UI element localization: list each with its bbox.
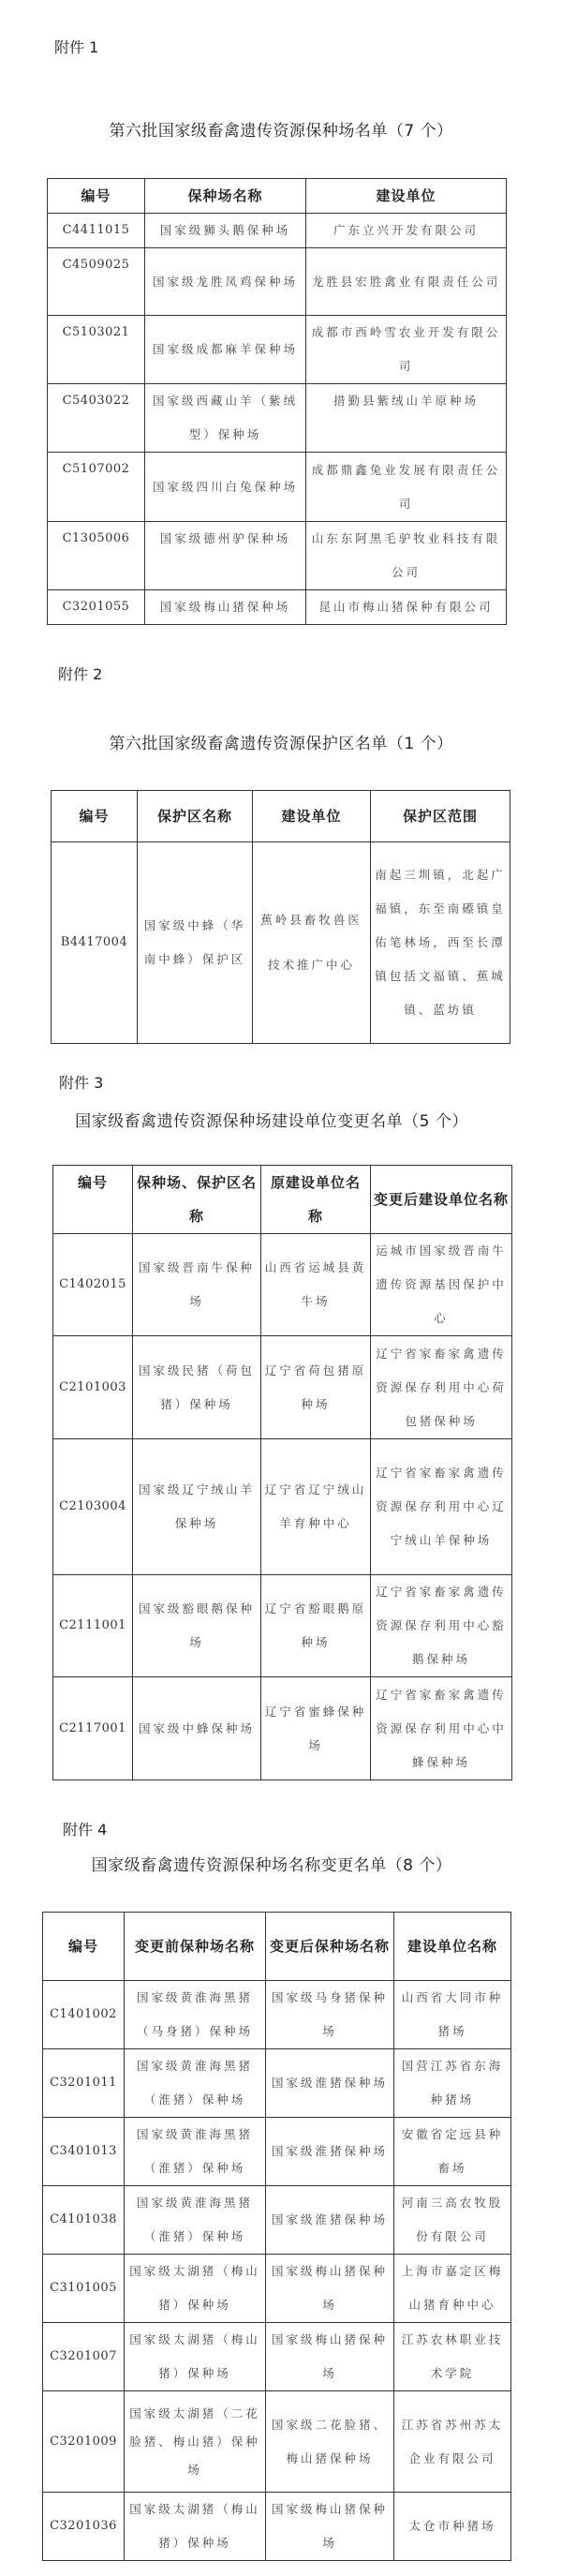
cell-code: C3201009: [43, 2391, 125, 2493]
cell-farm-name: 国家级狮头鹅保种场: [145, 214, 306, 248]
cell-farm-name: 国家级豁眼鹅保种场: [133, 1575, 261, 1677]
attachment-1-title: 第六批国家级畜禽遗传资源保种场名单（7 个）: [109, 122, 453, 141]
cell-code: C3201007: [43, 2323, 125, 2391]
cell-builder: 措勤县紫绒山羊原种场: [306, 384, 507, 453]
table-row: [53, 1575, 512, 1677]
attachment-4-label: 附件 4: [63, 1821, 108, 1839]
table-row: [48, 590, 507, 625]
cell-farm-name: 国家级四川白兔保种场: [145, 453, 306, 522]
cell-old-name: 国家级太湖猪（梅山猪）保种场: [125, 2493, 266, 2561]
table-row: [53, 1677, 512, 1780]
cell-new-name: 国家级梅山猪保种场: [266, 2255, 394, 2323]
cell-code: C1401002: [43, 1981, 125, 2049]
cell-new-name: 国家级马身猪保种场: [266, 1981, 394, 2049]
cell-farm-name: 国家级中蜂保种场: [133, 1677, 261, 1780]
header-farm-zone-name: 保种场、保护区名称: [133, 1166, 261, 1234]
table-row: [48, 384, 507, 453]
cell-builder: 上海市嘉定区梅山猪育种中心: [394, 2255, 511, 2323]
cell-builder: 昆山市梅山猪保种有限公司: [306, 590, 507, 625]
breeding-farm-table: [47, 178, 507, 625]
cell-builder: 安徽省定远县种畜场: [394, 2118, 511, 2186]
cell-new-name: 国家级梅山猪保种场: [266, 2323, 394, 2391]
cell-farm-name: 国家级龙胜凤鸡保种场: [145, 248, 306, 316]
cell-new-name: 国家级淮猪保种场: [266, 2186, 394, 2255]
cell-farm-name: 国家级成都麻羊保种场: [145, 316, 306, 384]
cell-code: C5403022: [48, 384, 145, 453]
cell-new-builder: 辽宁省家畜家禽遗传资源保存利用中心中蜂保种场: [371, 1677, 512, 1780]
cell-farm-name: 国家级西藏山羊（紫绒型）保种场: [145, 384, 306, 453]
cell-new-builder: 辽宁省家畜家禽遗传资源保存利用中心荷包猪保种场: [371, 1336, 512, 1439]
table-row: [48, 248, 507, 316]
header-old-name: 变更前保种场名称: [125, 1913, 266, 1981]
header-builder: 建设单位: [253, 791, 371, 842]
header-zone-range: 保护区范围: [371, 791, 510, 842]
table-row: [43, 2049, 511, 2118]
cell-code: C1402015: [53, 1234, 133, 1336]
header-code: 编号: [43, 1913, 125, 1981]
cell-code: C3201036: [43, 2493, 125, 2561]
cell-new-builder: 辽宁省家畜家禽遗传资源保存利用中心豁鹅保种场: [371, 1575, 512, 1677]
cell-builder: 江苏农林职业技术学院: [394, 2323, 511, 2391]
header-new-name: 变更后保种场名称: [266, 1913, 394, 1981]
table-row: [48, 522, 507, 590]
cell-builder: 龙胜县宏胜禽业有限责任公司: [306, 248, 507, 316]
table-header-row: [52, 791, 510, 842]
table-row: [43, 2493, 511, 2561]
cell-code: C3201055: [48, 590, 145, 625]
cell-old-name: 国家级黄淮海黑猪（淮猪）保种场: [125, 2118, 266, 2186]
header-farm-name: 保种场名称: [145, 179, 306, 214]
cell-original-builder: 辽宁省辽宁绒山羊育种中心: [261, 1439, 371, 1575]
table-row: [43, 2255, 511, 2323]
table-row: [53, 1439, 512, 1575]
cell-old-name: 国家级黄淮海黑猪（马身猪）保种场: [125, 1981, 266, 2049]
cell-original-builder: 辽宁省荷包猪原种场: [261, 1336, 371, 1439]
cell-builder: 蕉岭县畜牧兽医技术推广中心: [253, 842, 371, 1044]
cell-old-name: 国家级太湖猪（梅山猪）保种场: [125, 2255, 266, 2323]
cell-farm-name: 国家级民猪（荷包猪）保种场: [133, 1336, 261, 1439]
cell-code: C5103021: [48, 316, 145, 384]
cell-builder: 国营江苏省东海种猪场: [394, 2049, 511, 2118]
cell-code: C2111001: [53, 1575, 133, 1677]
cell-builder: 山西省大同市种猪场: [394, 1981, 511, 2049]
cell-code: B4417004: [52, 842, 138, 1044]
cell-builder: 成都鼎鑫兔业发展有限责任公司: [306, 453, 507, 522]
header-original-builder: 原建设单位名称: [261, 1166, 371, 1234]
table-row: [53, 1336, 512, 1439]
table-header-row: [43, 1913, 511, 1981]
header-code: 编号: [52, 791, 138, 842]
cell-code: C2101003: [53, 1336, 133, 1439]
cell-builder: 山东东阿黑毛驴牧业科技有限公司: [306, 522, 507, 590]
cell-code: C4411015: [48, 214, 145, 248]
cell-zone-name: 国家级中蜂（华南中蜂）保护区: [138, 842, 253, 1044]
table-row: [52, 842, 510, 1044]
cell-original-builder: 辽宁省豁眼鹅原种场: [261, 1575, 371, 1677]
cell-builder: 广东立兴开发有限公司: [306, 214, 507, 248]
cell-zone-range: 南起三圳镇，北起广福镇，东至南礤镇皇佑笔林场，西至长潭镇包括文福镇、蕉城镇、蓝坊镇: [371, 842, 510, 1044]
attachment-2-title: 第六批国家级畜禽遗传资源保护区名单（1 个）: [109, 735, 453, 753]
table-row: [48, 214, 507, 248]
cell-original-builder: 辽宁省蜜蜂保种场: [261, 1677, 371, 1780]
cell-builder: 江苏省苏州苏太企业有限公司: [394, 2391, 511, 2493]
table-row: [48, 316, 507, 384]
table-row: [43, 2118, 511, 2186]
header-new-builder: 变更后建设单位名称: [371, 1166, 512, 1234]
cell-new-builder: 辽宁省家畜家禽遗传资源保存利用中心辽宁绒山羊保种场: [371, 1439, 512, 1575]
cell-code: C3201011: [43, 2049, 125, 2118]
cell-code: C3101005: [43, 2255, 125, 2323]
cell-new-builder: 运城市国家级晋南牛遗传资源基因保护中心: [371, 1234, 512, 1336]
cell-farm-name: 国家级辽宁绒山羊保种场: [133, 1439, 261, 1575]
cell-code: C4509025: [48, 248, 145, 316]
cell-code: C3401013: [43, 2118, 125, 2186]
cell-code: C1305006: [48, 522, 145, 590]
header-zone-name: 保护区名称: [138, 791, 253, 842]
table-row: [53, 1234, 512, 1336]
attachment-3-label: 附件 3: [59, 1074, 104, 1092]
table-row: [43, 1981, 511, 2049]
attachment-4-title: 国家级畜禽遗传资源保种场名称变更名单（8 个）: [91, 1856, 452, 1875]
cell-old-name: 国家级黄淮海黑猪（淮猪）保种场: [125, 2049, 266, 2118]
cell-code: C4101038: [43, 2186, 125, 2255]
cell-farm-name: 国家级梅山猪保种场: [145, 590, 306, 625]
cell-old-name: 国家级太湖猪（二花脸猪、梅山猪）保种场: [125, 2391, 266, 2493]
cell-new-name: 国家级梅山猪保种场: [266, 2493, 394, 2561]
table-row: [43, 2323, 511, 2391]
table-header-row: [53, 1166, 512, 1234]
header-code: 编号: [48, 179, 145, 214]
protection-zone-table: [51, 790, 510, 1044]
attachment-3-title: 国家级畜禽遗传资源保种场建设单位变更名单（5 个）: [75, 1112, 468, 1131]
table-row: [43, 2391, 511, 2493]
cell-builder: 太仓市种猪场: [394, 2493, 511, 2561]
table-header-row: [48, 179, 507, 214]
cell-builder: 成都市西岭雪农业开发有限公司: [306, 316, 507, 384]
name-change-table: [42, 1912, 511, 2561]
attachment-2-label: 附件 2: [58, 665, 103, 683]
cell-original-builder: 山西省运城县黄牛场: [261, 1234, 371, 1336]
cell-farm-name: 国家级德州驴保种场: [145, 522, 306, 590]
cell-new-name: 国家级二花脸猪、梅山猪保种场: [266, 2391, 394, 2493]
table-row: [43, 2186, 511, 2255]
cell-new-name: 国家级淮猪保种场: [266, 2049, 394, 2118]
header-builder: 建设单位: [306, 179, 507, 214]
cell-old-name: 国家级黄淮海黑猪（淮猪）保种场: [125, 2186, 266, 2255]
cell-code: C5107002: [48, 453, 145, 522]
cell-new-name: 国家级淮猪保种场: [266, 2118, 394, 2186]
cell-builder: 河南三高农牧股份有限公司: [394, 2186, 511, 2255]
builder-change-table: [52, 1165, 512, 1780]
attachment-1-label: 附件 1: [54, 38, 99, 56]
cell-old-name: 国家级太湖猪（梅山猪）保种场: [125, 2323, 266, 2391]
header-builder: 建设单位名称: [394, 1913, 511, 1981]
header-code: 编号: [53, 1166, 133, 1234]
table-row: [48, 453, 507, 522]
cell-farm-name: 国家级晋南牛保种场: [133, 1234, 261, 1336]
cell-code: C2117001: [53, 1677, 133, 1780]
cell-code: C2103004: [53, 1439, 133, 1575]
